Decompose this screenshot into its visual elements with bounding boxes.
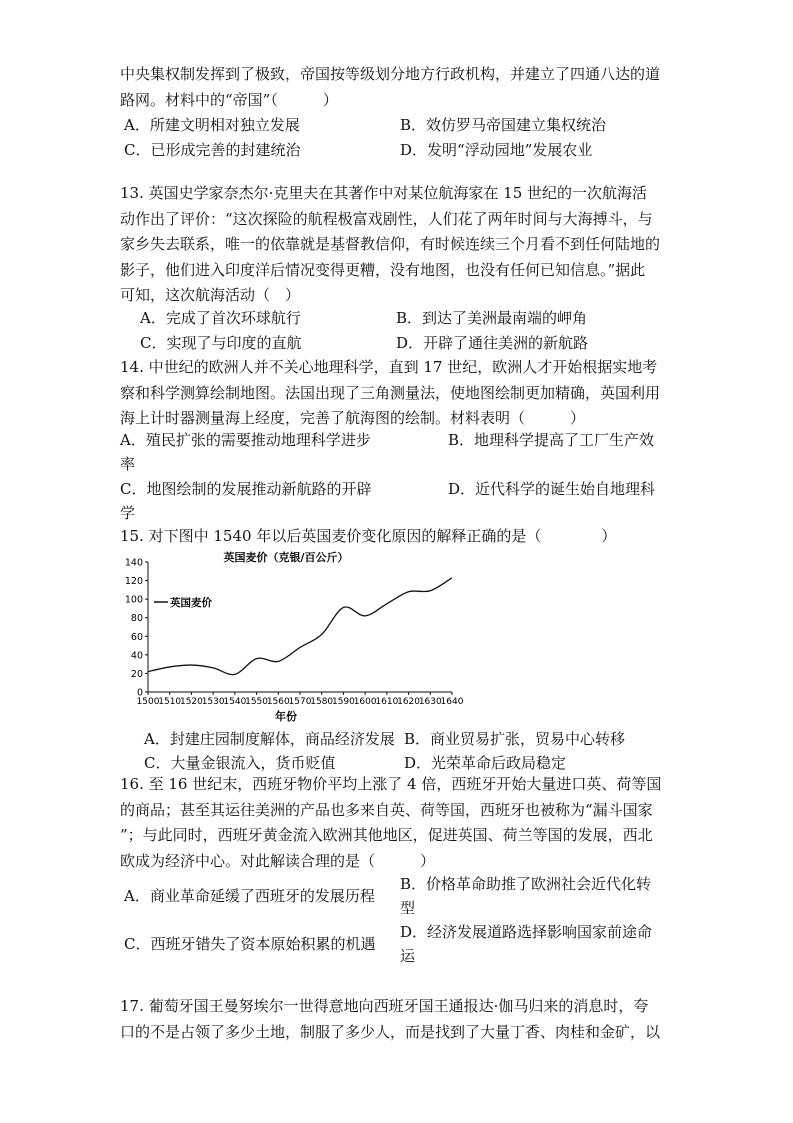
chart-title: 英国麦价（克银/百公斤） xyxy=(223,551,349,564)
stem-line: 的商品；甚至其运往美洲的产品也多来自英、荷等国，西班牙也被称为“漏斗国家 xyxy=(120,800,653,819)
options-row xyxy=(120,452,680,476)
options-row xyxy=(120,138,680,162)
question-14-stem xyxy=(120,355,672,432)
options-row xyxy=(120,920,680,970)
stem-line: 动作出了评价：“这次探险的航程极富戏剧性，人们花了两年时间与大海搏斗，与 xyxy=(120,209,653,228)
option-b[interactable]: B．到达了美洲最南端的岬角 xyxy=(396,309,588,327)
x-tick-label: 1560 xyxy=(266,697,290,707)
option-c[interactable]: C．实现了与印度的直航 xyxy=(140,334,302,352)
question-16-stem xyxy=(120,772,672,874)
x-tick-label: 1540 xyxy=(223,697,247,707)
x-tick-label: 1620 xyxy=(397,697,421,707)
series-line xyxy=(148,578,452,675)
option-a[interactable]: A．殖民扩张的需要推动地理科学进步 xyxy=(120,431,371,449)
options-row xyxy=(120,428,680,452)
x-tick-label: 1550 xyxy=(245,697,269,707)
stem-line: 海上计时器测量海上经度，完善了航海图的绘制。材料表明（ ） xyxy=(120,409,586,427)
stem-line: 可知，这次航海活动（ ） xyxy=(120,286,301,304)
question-15-stem xyxy=(120,524,672,550)
option-b[interactable]: B．商业贸易扩张，贸易中心转移 xyxy=(404,730,626,748)
options-row xyxy=(120,306,680,330)
y-tick-label: 80 xyxy=(130,613,143,625)
y-tick-label: 140 xyxy=(124,557,143,569)
x-tick-label: 1580 xyxy=(310,697,334,707)
stem-line: 影子，他们进入印度洋后情况变得更糟，没有地图，也没有任何已知信息。”据此 xyxy=(120,260,646,279)
option-b[interactable]: B．效仿罗马帝国建立集权统治 xyxy=(400,116,607,134)
option-b-wrap: 率 xyxy=(120,455,136,473)
x-ticks xyxy=(137,692,463,707)
option-c[interactable]: C．大量金银流入，货币贬值 xyxy=(144,754,336,772)
x-tick-label: 1500 xyxy=(136,697,160,707)
x-tick-label: 1520 xyxy=(179,697,203,707)
options-row xyxy=(120,872,680,922)
x-tick-label: 1630 xyxy=(418,697,442,707)
stem-line: 家乡失去联系，唯一的依靠就是基督教信仰，有时候连续三个月看不到任何陆地的 xyxy=(120,235,661,253)
x-tick-label: 1530 xyxy=(201,697,225,707)
option-d[interactable]: D．经济发展道路选择影响国家前途命运 xyxy=(400,923,653,965)
x-tick-label: 1570 xyxy=(288,697,312,707)
option-d[interactable]: D．开辟了通往美洲的新航路 xyxy=(396,334,589,352)
option-d-wrap: 学 xyxy=(120,504,136,522)
stem-line: 17. 葡萄牙国王曼努埃尔一世得意地向西班牙国王通报达·伽马归来的消息时，夸 xyxy=(120,997,649,1015)
option-c[interactable]: C．已形成完善的封建统治 xyxy=(124,141,301,159)
y-tick-label: 100 xyxy=(124,594,143,606)
stem-line: 13. 英国史学家奈杰尔·克里夫在其著作中对某位航海家在 15 世纪的一次航海活 xyxy=(120,184,648,202)
question-17-stem xyxy=(120,994,672,1045)
chart-svg xyxy=(118,548,463,726)
x-tick-label: 1510 xyxy=(158,697,182,707)
stem-line: ”；与此同时，西班牙黄金流入欧洲其他地区，促进英国、荷兰等国的发展，西北 xyxy=(120,826,653,844)
option-d[interactable]: D．发明“浮动园地”发展农业 xyxy=(400,141,593,159)
legend xyxy=(154,596,212,609)
x-axis-label: 年份 xyxy=(275,710,297,723)
options-row xyxy=(120,727,680,751)
option-b[interactable]: B．地理科学提高了工厂生产效 xyxy=(448,431,655,449)
options-row xyxy=(120,501,680,525)
stem-line: 15. 对下图中 1540 年以后英国麦价变化原因的解释正确的是（ ） xyxy=(120,527,617,545)
y-ticks xyxy=(125,558,148,699)
option-b[interactable]: B．价格革命助推了欧洲社会近代化转型 xyxy=(400,875,652,917)
legend-label: 英国麦价 xyxy=(170,597,212,609)
stem-line: 口的不是占领了多少土地，制服了多少人，而是找到了大量丁香、肉桂和金矿，以 xyxy=(120,1022,661,1041)
x-tick-label: 1610 xyxy=(375,697,399,707)
y-tick-label: 0 xyxy=(136,687,143,699)
wheat-price-chart xyxy=(118,548,463,726)
y-tick-label: 120 xyxy=(124,576,143,588)
y-tick-label: 60 xyxy=(130,631,143,643)
question-12-stem xyxy=(120,62,672,113)
option-a[interactable]: A．商业革命延缓了西班牙的发展历程 xyxy=(124,887,375,905)
stem-line: 中央集权制发挥到了极致，帝国按等级划分地方行政机构，并建立了四通八达的道 xyxy=(120,65,661,83)
option-a[interactable]: A．封建庄园制度解体，商品经济发展 xyxy=(144,730,395,748)
chart-axes xyxy=(148,562,452,692)
question-13-stem xyxy=(120,181,672,309)
x-tick-label: 1600 xyxy=(353,697,377,707)
stem-line: 路网。材料中的“帝国”（ ） xyxy=(120,90,338,109)
x-tick-label: 1590 xyxy=(331,697,355,707)
y-tick-label: 20 xyxy=(130,668,143,680)
stem-line: 14. 中世纪的欧洲人并不关心地理科学，直到 17 世纪，欧洲人才开始根据实地考 xyxy=(120,358,658,376)
option-d[interactable]: D．近代科学的诞生始自地理科 xyxy=(448,480,656,498)
options-row xyxy=(120,477,680,501)
stem-line: 欧成为经济中心。对此解读合理的是（ ） xyxy=(120,851,436,870)
y-tick-label: 40 xyxy=(130,650,143,662)
option-d[interactable]: D．光荣革命后政局稳定 xyxy=(404,754,567,772)
option-a[interactable]: A．完成了首次环球航行 xyxy=(140,309,301,327)
option-a[interactable]: A．所建文明相对独立发展 xyxy=(124,116,300,134)
option-c[interactable]: C．地图绘制的发展推动新航路的开辟 xyxy=(120,480,372,498)
options-row xyxy=(120,113,680,137)
options-row xyxy=(120,331,680,355)
stem-line: 16. 至 16 世纪末，西班牙物价平均上涨了 4 倍，西班牙开始大量进口英、荷等国 xyxy=(120,775,662,793)
x-tick-label: 1640 xyxy=(440,697,463,707)
option-c[interactable]: C．西班牙错失了资本原始积累的机遇 xyxy=(124,935,376,953)
stem-line: 察和科学测算绘制地图。法国出现了三角测量法，使地图绘制更加精确，英国利用 xyxy=(120,383,661,402)
